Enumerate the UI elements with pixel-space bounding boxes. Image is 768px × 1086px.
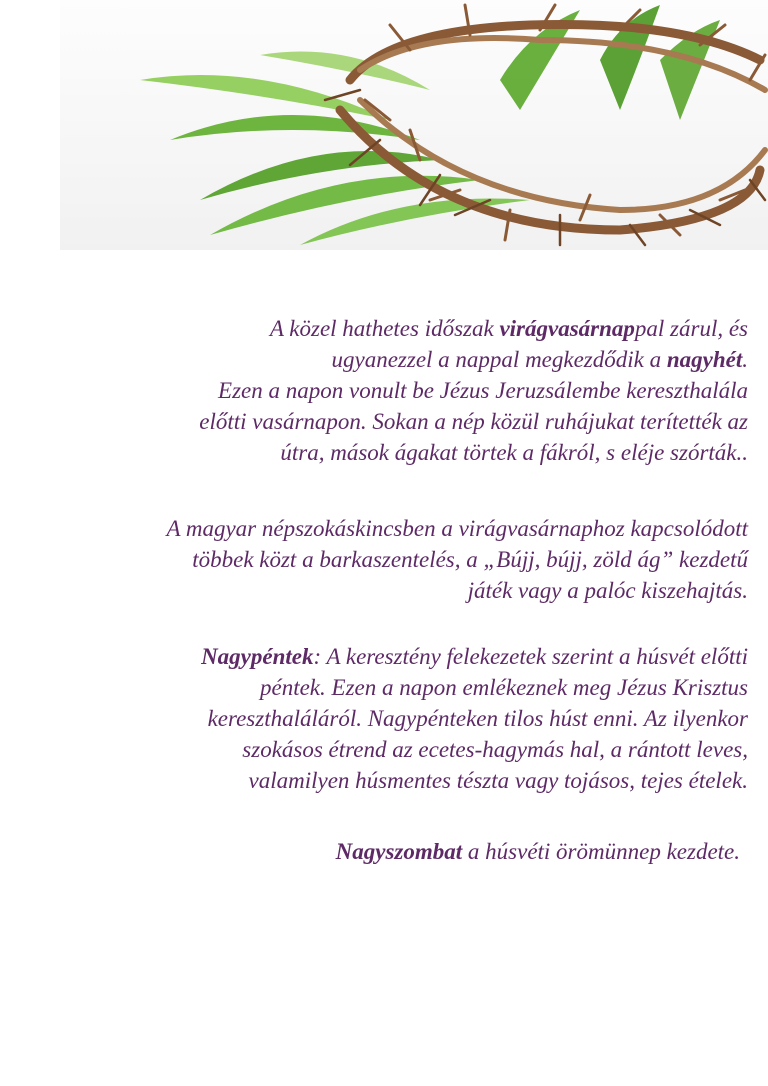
thorn-branches <box>325 5 765 245</box>
paragraph-folk-customs: A magyar népszokáskincsben a virágvasárnaphoz kapcsolódott többek közt a barkaszentelés, a „Bújj, bújj, zöld ág” kezdetű játék vagy a palóc kiszehajtás. <box>166 516 748 603</box>
crown-of-thorns-image <box>60 0 768 250</box>
paragraph-palm-sunday: A közel hathetes időszak virágvasárnappal zárul, és ugyanezzel a nappal megkezdődik a nagyhét. Ezen a napon vonult be Jézus Jeruzsálembe kereszthalála előtti vasárnapon. Sokan a nép közül ruhájukat terítették az útra, mások ágakat törtek a fákról, s eléje szórták.. <box>199 316 748 465</box>
paragraph-holy-saturday: Nagyszombat a húsvéti örömünnep kezdete. <box>335 839 740 864</box>
crown-palm-illustration <box>60 0 768 250</box>
paragraph-good-friday: Nagypéntek: A keresztény felekezetek szerint a húsvét előtti péntek. Ezen a napon emlékeznek meg Jézus Krisztus kereszthaláláról. Nagypénteken tilos húst enni. Az ilyenkor szokásos étrend az ecetes-hagymás hal, a rántott leves, valamilyen húsmentes tészta vagy tojásos, tejes ételek. <box>201 644 748 793</box>
